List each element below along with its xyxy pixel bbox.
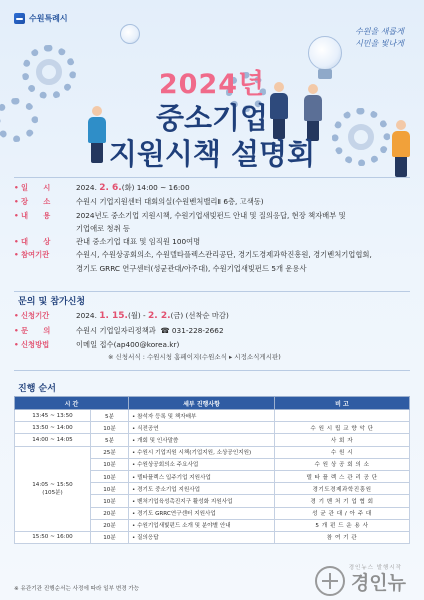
note-cell: 경기도경제과학진흥원 [275, 483, 410, 495]
event-title-line1: 중소기업 [155, 101, 269, 135]
table-header-row [15, 397, 410, 410]
duration-cell: 5분 [91, 410, 129, 422]
inquiry-row-contact: • 문 의 수원시 기업일자리정책과 ☎ 031-228-2662 [14, 324, 410, 339]
item-cell: • 델타플렉스 입주기업 지원사업 [129, 470, 275, 482]
event-title-line2: 지원시책 설명회 [108, 137, 316, 171]
light-bulb-icon [120, 24, 140, 44]
note-cell: 델 타 플 렉 스 관 리 공 단 [275, 470, 410, 482]
event-info [14, 181, 410, 275]
watermark-subtext: 경인뉴스 발행시작 [348, 565, 402, 571]
merged-duration: (105분) [42, 489, 63, 496]
watermark-text: 경인뉴 [350, 571, 406, 594]
info-label: 대 상 [21, 237, 51, 247]
event-year: 2024년 [158, 69, 266, 100]
inquiry-info [14, 309, 410, 353]
table-row [15, 410, 410, 422]
info-value-mid: (월) - [127, 311, 148, 320]
note-cell: 성 균 관 대 / 아 주 대 [275, 507, 410, 519]
info-label: 문 의 [21, 325, 51, 335]
duration-cell: 25분 [91, 446, 129, 458]
item-cell: • 경기도 GRRC연구센터 지원사업 [129, 507, 275, 519]
duration-cell: 5분 [91, 434, 129, 446]
inquiry-row-method: • 신청방법 이메일 접수(ap400@korea.kr) [14, 338, 410, 353]
divider [14, 370, 410, 371]
info-value-suffix: (화) 14:00 ~ 16:00 [121, 183, 190, 192]
inquiry-row-period: • 신청기간 2024. 1. 15.(월) - 2. 2.(금) (선착순 마감) [14, 311, 229, 321]
info-row-venue: • 장 소 수원시 기업지원센터 대회의실(수원벤처밸리Ⅱ 6층, 고색동) [14, 195, 410, 208]
info-value: 수원시, 수원상공회의소, 수원델타플렉스관리공단, 경기도경제과학진흥원, 경기벤처기업협회, 경기도 GRRC 연구센터(성균관대/아주대), 수원기업새빛펀드 5개 운용사 [76, 250, 372, 273]
col-header-time: 시 간 [15, 397, 129, 410]
info-value: 2024. [76, 183, 100, 192]
note-cell: 5 개 펀 드 운 용 사 [275, 519, 410, 531]
table-row [15, 446, 410, 458]
slogan-line1: 수원을 새롭게 [355, 27, 404, 36]
note-cell: 수 원 시 립 교 향 악 단 [275, 422, 410, 434]
item-cell: • 수원상공회의소 주요사업 [129, 458, 275, 470]
note-cell: 수 원 상 공 회 의 소 [275, 458, 410, 470]
item-cell: • 경기도 중소기업 지원사업 [129, 483, 275, 495]
city-logo-text: 수원특례시 [29, 14, 68, 23]
info-label: 일 시 [21, 183, 51, 192]
info-row-content: • 내 용 2024년도 중소기업 지원시책, 수원기업새빛펀드 안내 및 질의응답, 현장 책자배부 및 기업애로 청취 등 [14, 209, 410, 236]
time-cell: 14:00 ~ 14:05 [15, 434, 91, 446]
item-cell: • 수원시 기업지원 시책(기업지원, 소상공인지원) [129, 446, 275, 458]
duration-cell: 10분 [91, 531, 129, 543]
date-highlight: 2. 2. [148, 311, 171, 321]
watermark-logo-icon [315, 566, 345, 596]
duration-cell: 20분 [91, 507, 129, 519]
info-value: 수원시 기업일자리정책과 ☎ 031-228-2662 [76, 325, 224, 335]
duration-cell: 10분 [91, 422, 129, 434]
note-cell: 경 기 벤 처 기 업 협 회 [275, 495, 410, 507]
time-cell: 15:50 ~ 16:00 [15, 531, 91, 543]
item-cell: • 참석자 등록 및 책자배부 [129, 410, 275, 422]
info-label: 신청기간 [21, 311, 50, 320]
table-row [15, 434, 410, 446]
duration-cell: 20분 [91, 519, 129, 531]
info-row-date: • 일 시 2024. 2. 6.(화) 14:00 ~ 16:00 [14, 183, 190, 193]
info-value: 관내 중소기업 대표 및 임직원 100여명 [76, 237, 201, 247]
info-label: 내 용 [21, 210, 51, 220]
duration-cell: 10분 [91, 458, 129, 470]
duration-cell: 10분 [91, 483, 129, 495]
note-cell: 참 여 기 관 [275, 531, 410, 543]
item-cell: • 벤처기업육성촉진지구 활성화 지원사업 [129, 495, 275, 507]
item-cell: • 질의응답 [129, 531, 275, 543]
divider [14, 177, 410, 178]
col-header-note: 비 고 [275, 397, 410, 410]
duration-cell: 10분 [91, 495, 129, 507]
date-highlight: 1. 15. [99, 311, 128, 321]
info-value: 2024. [76, 311, 100, 320]
info-label: 참여기관 [21, 250, 50, 260]
note-cell [275, 410, 410, 422]
item-cell: • 수원기업새빛펀드 소개 및 분야별 안내 [129, 519, 275, 531]
info-label: 장 소 [21, 197, 51, 207]
table-row [15, 422, 410, 434]
schedule-section-title: 진행 순서 [18, 384, 56, 394]
item-cell: • 식전공연 [129, 422, 275, 434]
info-label: 신청방법 [21, 340, 50, 349]
info-row-target: • 대 상 관내 중소기업 대표 및 임직원 100여명 [14, 235, 410, 248]
schedule-footnote: ※ 유관기관 진행순서는 사정에 따라 일부 변경 가능 [14, 586, 140, 592]
info-row-organizations: • 참여기관 수원시, 수원상공회의소, 수원델타플렉스관리공단, 경기도경제과학진흥원, 경기벤처기업협회, 경기도 GRRC 연구센터(성균관대/아주대), 수원기업새빛펀드 5개 운용사 [14, 248, 410, 275]
info-value: 이메일 접수(ap400@korea.kr) [76, 340, 180, 349]
info-value: 수원시 기업지원센터 대회의실(수원벤처밸리Ⅱ 6층, 고색동) [76, 197, 264, 207]
note-cell: 수 원 시 [275, 446, 410, 458]
info-value: 2024년도 중소기업 지원시책, 수원기업새빛펀드 안내 및 질의응답, 현장 책자배부 및 기업애로 청취 등 [76, 210, 346, 233]
application-form-note: ※ 신청서식 : 수원시청 홈페이지(수원소식 ▸ 시정소식게시판) [108, 353, 281, 361]
note-cell: 사 회 자 [275, 434, 410, 446]
slogan-line2: 시민을 빛나게 [355, 39, 404, 48]
inquiry-section-title: 문의 및 참가신청 [18, 297, 86, 307]
time-cell: 13:45 ~ 13:50 [15, 410, 91, 422]
date-highlight: 2. 6. [99, 183, 122, 193]
info-value-suffix: (금) (선착순 마감) [170, 311, 229, 320]
schedule-table [14, 396, 410, 544]
duration-cell: 10분 [91, 470, 129, 482]
news-watermark [315, 566, 406, 596]
merged-time-cell [15, 446, 91, 531]
table-row [15, 531, 410, 543]
time-cell: 13:50 ~ 14:00 [15, 422, 91, 434]
item-cell: • 개회 및 인사말씀 [129, 434, 275, 446]
col-header-detail: 세부 진행사항 [129, 397, 275, 410]
merged-time: 14:05 ~ 15:50 [32, 481, 73, 488]
divider [14, 291, 410, 292]
